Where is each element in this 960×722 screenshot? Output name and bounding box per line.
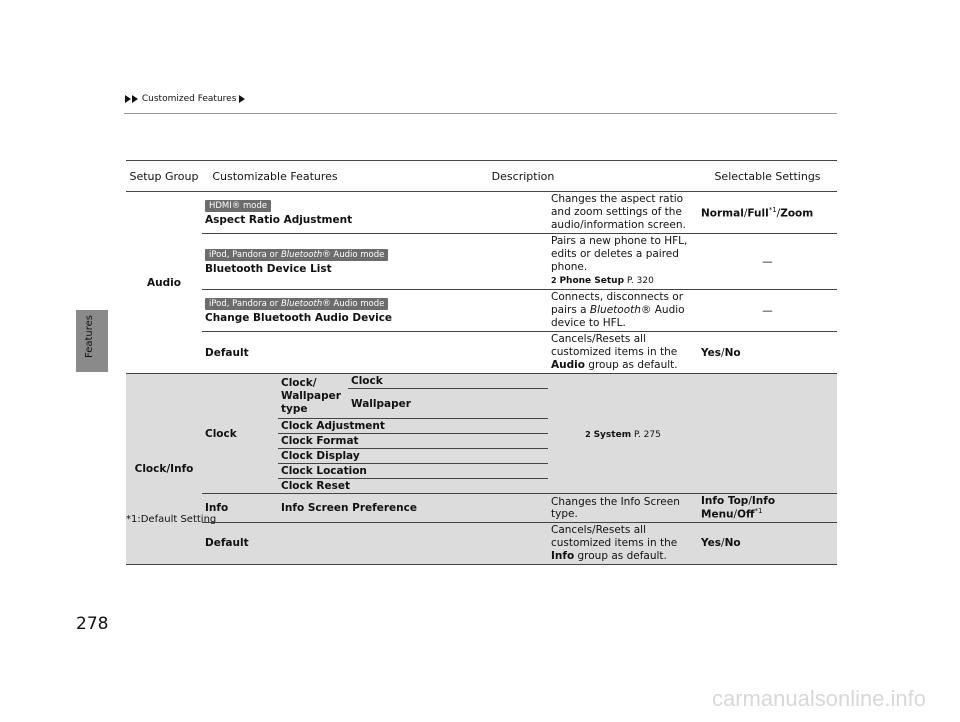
feature-clock: Clock: [202, 374, 278, 494]
group-audio: Audio: [126, 192, 202, 374]
description: Cancels/Resets all customized items in the Info group as default.: [548, 522, 698, 564]
header-rule: [124, 113, 837, 114]
settings: Yes/No: [698, 332, 837, 374]
footnote: *1:Default Setting: [126, 514, 217, 525]
mode-tag: HDMI® mode: [205, 200, 271, 212]
description: Connects, disconnects or pairs a Bluetooth® Audio device to HFL.: [548, 290, 698, 332]
arrow-icon: [132, 95, 138, 103]
settings: Info Top/Info Menu/Off$^{*1}$: [698, 494, 837, 523]
breadcrumb[interactable]: [125, 94, 246, 105]
feature-name: Change Bluetooth Audio Device: [205, 312, 393, 324]
settings: Yes/No: [698, 522, 837, 564]
clock-adjustment: Clock Adjustment: [278, 419, 548, 434]
feature-name: Aspect Ratio Adjustment: [205, 214, 353, 226]
settings: Normal/Full$^{*1}$/Zoom: [698, 192, 837, 234]
feature-name: Info Screen Preference: [278, 494, 548, 523]
header-settings: Selectable Settings: [698, 161, 837, 192]
cross-reference[interactable]: 2 Phone Setup P. 320: [551, 276, 654, 286]
header-description: Description: [348, 161, 698, 192]
clock-format: Clock Format: [278, 434, 548, 449]
feature-name: Default: [202, 332, 548, 374]
sub-item-wallpaper: Wallpaper: [348, 389, 548, 419]
settings: [698, 374, 837, 494]
description: Pairs a new phone to HFL, edits or deletes a paired phone. 2 Phone Setup P. 320: [548, 234, 698, 290]
header-setup-group: Setup Group: [126, 161, 202, 192]
reference-icon: 2: [585, 429, 591, 439]
cross-reference[interactable]: 2 System P. 275: [548, 374, 698, 494]
settings: —: [698, 290, 837, 332]
description: Changes the aspect ratio and zoom settings of the audio/information screen.: [548, 192, 698, 234]
sub-item-clock: Clock: [348, 374, 548, 389]
table-row: [202, 234, 548, 290]
arrow-icon: [239, 95, 245, 103]
description: Changes the Info Screen type.: [548, 494, 698, 523]
clock-wallpaper-type: Clock/ Wallpaper type: [278, 374, 348, 419]
feature-name: Default: [202, 522, 548, 564]
description: Cancels/Resets all customized items in the Audio group as default.: [548, 332, 698, 374]
header-features: Customizable Features: [202, 161, 348, 192]
clock-location: Clock Location: [278, 464, 548, 479]
page-number: 278: [76, 614, 109, 634]
settings-table: [126, 160, 837, 565]
table-row: [202, 290, 548, 332]
clock-display: Clock Display: [278, 449, 548, 464]
mode-tag: iPod, Pandora or Bluetooth® Audio mode: [205, 298, 388, 310]
section-label: Features: [84, 315, 95, 358]
feature-name: Bluetooth Device List: [205, 263, 332, 275]
reference-icon: 2: [551, 276, 557, 285]
arrow-icon: [125, 95, 131, 103]
mode-tag: iPod, Pandora or Bluetooth® Audio mode: [205, 249, 388, 261]
feature-info: Info: [202, 494, 278, 523]
breadcrumb-label: Customized Features: [141, 94, 237, 104]
group-clockinfo: Clock/Info: [126, 374, 202, 565]
watermark: carmanualsonline.info: [712, 686, 927, 711]
table-row: [202, 192, 548, 234]
settings: —: [698, 234, 837, 290]
clock-reset: Clock Reset: [278, 479, 548, 494]
